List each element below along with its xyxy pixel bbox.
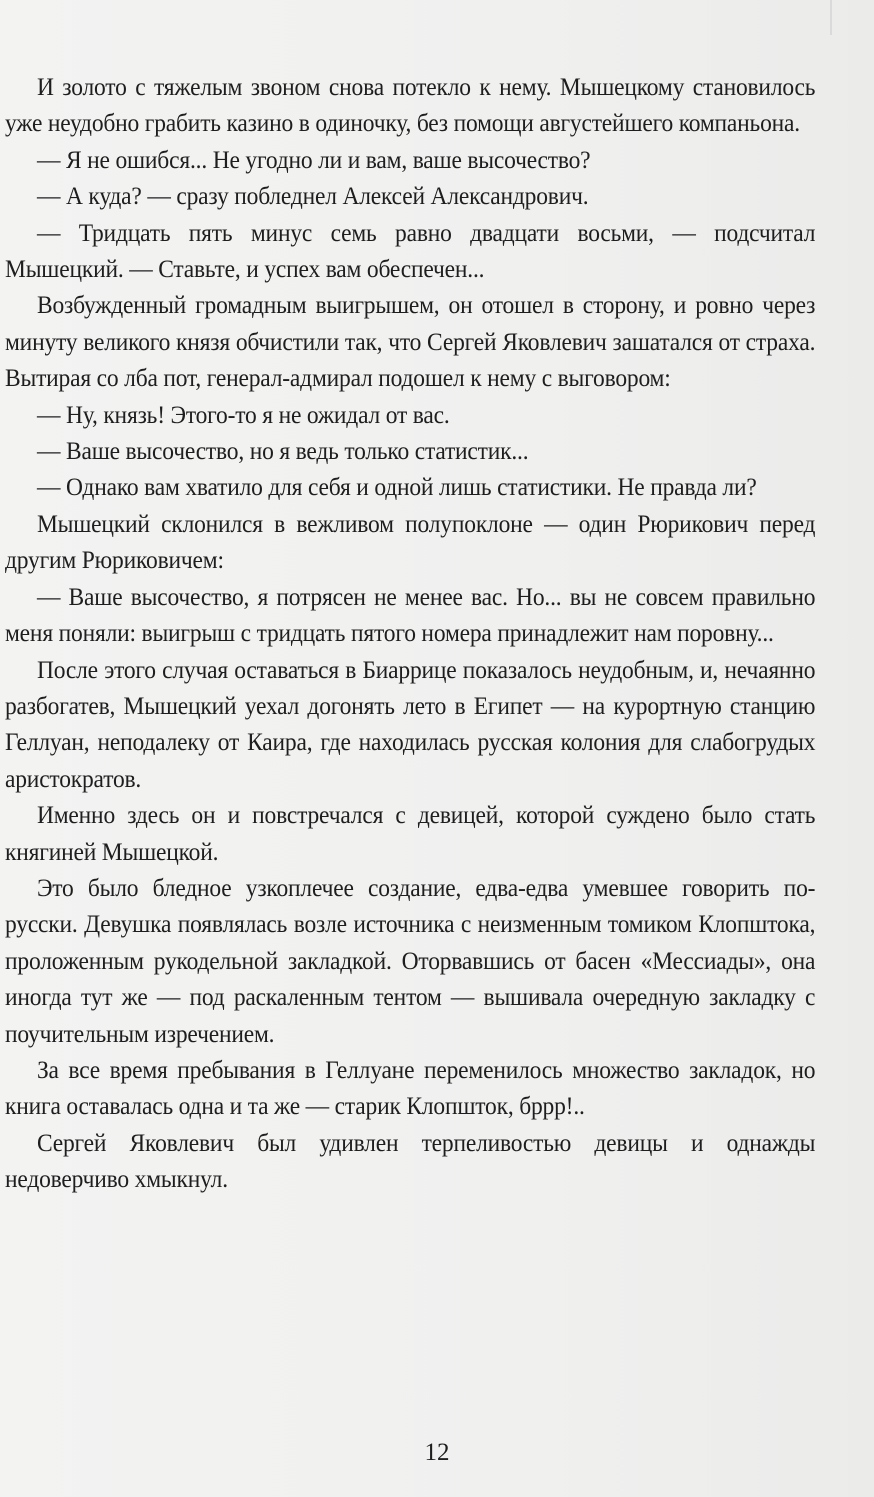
paragraph: — Ну, князь! Этого-то я не ожидал от вас. (36, 401, 450, 429)
paragraph: — Ваше высочество, я потрясен не менее вас. Но... вы не совсем правильно меня поняли: выигрыш с тридцать пятого номера принадлежит нам поровну... (5, 583, 816, 648)
paragraph: Возбужденный громадным выигрышем, он отошел в сторону, и ровно через минуту великого князя обчистили так, что Сергей Яковлевич зашатался от страха. Вытирая со лба пот, генерал-адмирал подошел к нему с выговором: (5, 292, 816, 393)
paragraph: И золото с тяжелым звоном снова потекло к нему. Мышецкому становилось уже неудобно грабить казино в одиночку, без помощи августейшего компаньона. (5, 74, 816, 138)
paragraph: — Однако вам хватило для себя и одной лишь статистики. Не правда ли? (36, 474, 757, 502)
paragraph: Это было бледное узкоплечее создание, едва-едва умевшее говорить по-русски. Девушка появлялась возле источника с неизменным томиком Клопштока, проложенным рукодельной закладкой. Оторвавшись от басен «Мессиады», она иногда тут же — под раскаленным тентом — вышивала очередную закладку с поучительным изречением. (5, 874, 816, 1048)
body-text (5, 70, 815, 1199)
paragraph: За все время пребывания в Геллуане переменилось множество закладок, но книга оставалась одна и та же — старик Клопшток, бррр!.. (5, 1056, 816, 1121)
page-number: 12 (424, 1439, 450, 1466)
paragraph: Мышецкий склонился в вежливом полупоклоне — один Рюрикович перед другим Рюриковичем: (5, 510, 816, 575)
paragraph: Сергей Яковлевич был удивлен терпеливостью девицы и однажды недоверчиво хмыкнул. (5, 1129, 816, 1194)
paragraph: — А куда? — сразу побледнел Алексей Александрович. (36, 183, 589, 211)
paragraph: — Тридцать пять минус семь равно двадцати восьми, — подсчитал Мышецкий. — Ставьте, и успех вам обеспечен... (5, 219, 816, 284)
paragraph: — Я не ошибся... Не угодно ли и вам, ваше высочество? (36, 146, 591, 174)
paragraph: После этого случая оставаться в Биаррице показалось неудобным, и, нечаянно разбогатев, Мышецкий уехал догонять лето в Египет — на курортную станцию Геллуан, неподалеку от Каира, где находилась русская колония для слабогрудых аристократов. (5, 656, 816, 793)
scan-fold-mark (830, 0, 832, 35)
paragraph: Именно здесь он и повстречался с девицей, которой суждено было стать княгиней Мышецкой. (5, 802, 816, 866)
paragraph: — Ваше высочество, но я ведь только статистик... (36, 438, 529, 466)
